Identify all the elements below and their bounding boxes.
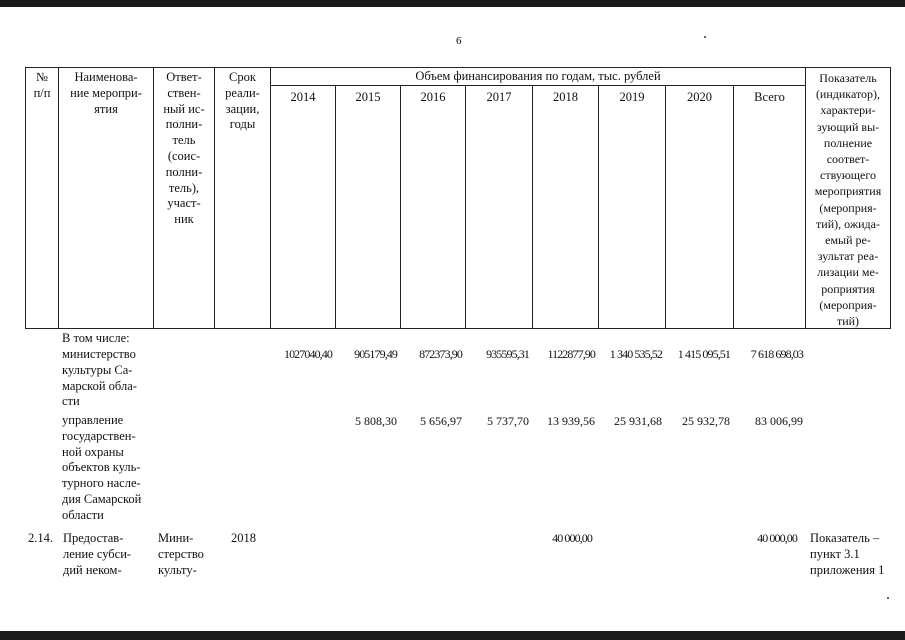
header-activity-name: Наименова- ние меропри- ятия: [70, 70, 142, 116]
ministry-2014: 1027040,40: [283, 347, 332, 361]
scan-speck: [887, 597, 889, 599]
ministry-2020: 1 415 095,51: [677, 347, 730, 361]
header-indicator: Показатель (индикатор), характери- зующий вы- полнение соответ- ствующего мероприятия (мероприя- тий), ожида- емый ре- зультат реа- лизации ме- роприятия (мероприя- тий): [814, 71, 882, 329]
header-year-2014: 2014: [290, 90, 316, 104]
header-funding: Объем финансирования по годам, тыс. рублей: [415, 69, 661, 83]
page-number: 6: [456, 35, 462, 47]
protection-2018: 13 939,56: [547, 414, 595, 428]
header-responsible: Ответ- ствен- ный ис- полни- тель (соис- полни- тель), участ- ник: [163, 70, 205, 227]
ministry-total: 7 618 698,03: [750, 347, 803, 361]
item-2-14-indicator: Показатель – пункт 3.1 приложения 1: [810, 531, 885, 577]
row-protection-name: управление государствен- ной охраны объектов куль- турного насле- дия Самарской области: [62, 413, 142, 522]
header-year-2015: 2015: [355, 90, 381, 104]
ministry-2019: 1 340 535,52: [609, 347, 662, 361]
row-ministry-name: министерство культуры Са- марской обла- сти: [62, 347, 137, 409]
ministry-2017: 935595,31: [486, 347, 529, 361]
scan-bottom-border: [0, 631, 905, 640]
protection-2017: 5 737,70: [487, 414, 529, 428]
including-label: В том числе:: [62, 331, 130, 345]
ministry-2016: 872373,90: [419, 347, 462, 361]
header-year-2016: 2016: [420, 90, 446, 104]
item-2-14-number: 2.14.: [28, 531, 53, 545]
scan-speck: [704, 36, 706, 38]
item-2-14-term: 2018: [231, 531, 256, 545]
protection-2015: 5 808,30: [355, 414, 397, 428]
protection-2020: 25 932,78: [682, 414, 730, 428]
scan-top-border: [0, 0, 905, 7]
item-2-14-2018: 40 000,00: [552, 531, 592, 545]
item-2-14-name: Предостав- ление субси- дий неком-: [63, 531, 132, 577]
ministry-2015: 905179,49: [354, 347, 397, 361]
item-2-14-total: 40 000,00: [757, 531, 797, 545]
header-year-2019: 2019: [619, 90, 645, 104]
header-year-2020: 2020: [687, 90, 712, 104]
item-2-14-responsible: Мини- стерство культу-: [158, 531, 204, 577]
ministry-2018: 1122877,90: [547, 347, 595, 361]
protection-2016: 5 656,97: [420, 414, 462, 428]
header-total: Всего: [754, 90, 785, 104]
protection-total: 83 006,99: [755, 414, 803, 428]
header-number: № п/п: [33, 70, 51, 100]
header-year-2018: 2018: [553, 90, 578, 104]
header-year-2017: 2017: [486, 90, 512, 104]
protection-2019: 25 931,68: [614, 414, 662, 428]
header-term: Срок реали- зации, годы: [225, 70, 260, 132]
